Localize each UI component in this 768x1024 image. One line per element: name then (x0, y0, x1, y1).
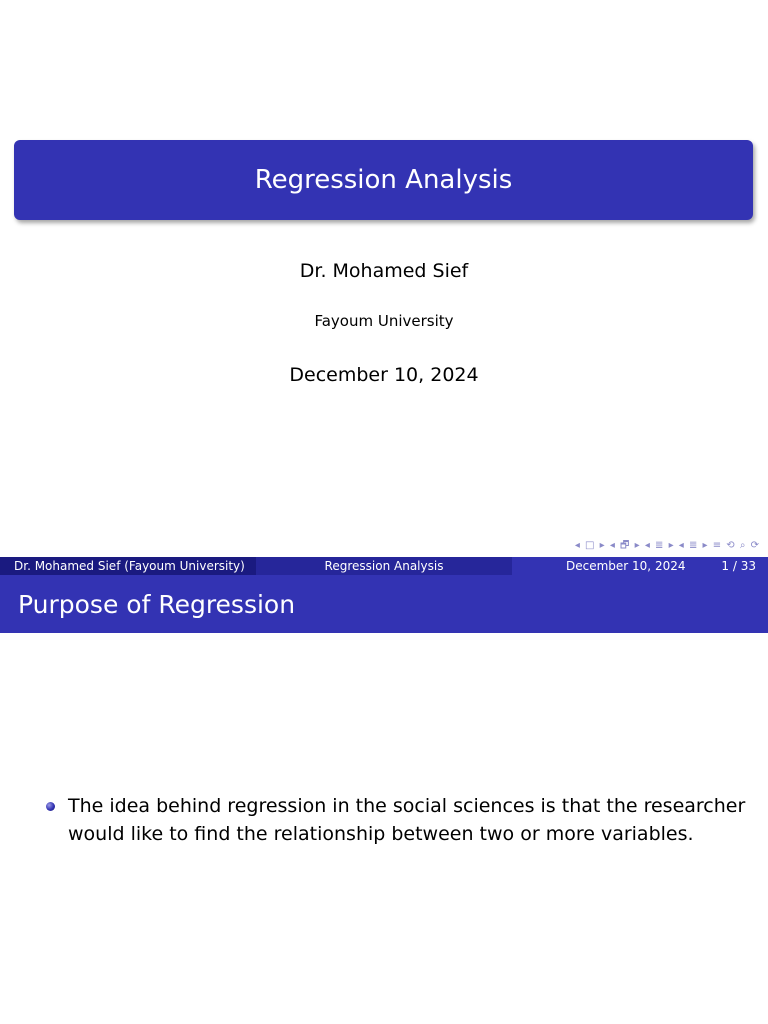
navigation-symbols[interactable]: ◂ □ ▸ ◂ 🗗 ▸ ◂ ≣ ▸ ◂ ≣ ▸ ≡ ⟲ ⌕ ⟳ (574, 540, 760, 551)
presentation-title: Regression Analysis (254, 165, 513, 195)
author-name: Dr. Mohamed Sief (299, 260, 469, 282)
footline-right (512, 557, 768, 575)
bullet-text: The idea behind regression in the social sciences is that the researcher would like to find the relationship between two or more variables. (68, 795, 746, 845)
footline-date: December 10, 2024 (566, 559, 686, 573)
title-box (14, 140, 753, 220)
footline (0, 557, 768, 575)
page-number: 1 / 33 (721, 559, 756, 573)
institute-name: Fayoum University (314, 312, 454, 330)
presentation-date: December 10, 2024 (289, 364, 479, 386)
content-slide (0, 575, 768, 1024)
frame-title: Purpose of Regression (0, 575, 768, 633)
bullet-item (46, 792, 756, 848)
footline-author: Dr. Mohamed Sief (Fayoum University) (0, 557, 256, 575)
footline-title: Regression Analysis (256, 557, 512, 575)
bullet-icon (46, 802, 55, 811)
